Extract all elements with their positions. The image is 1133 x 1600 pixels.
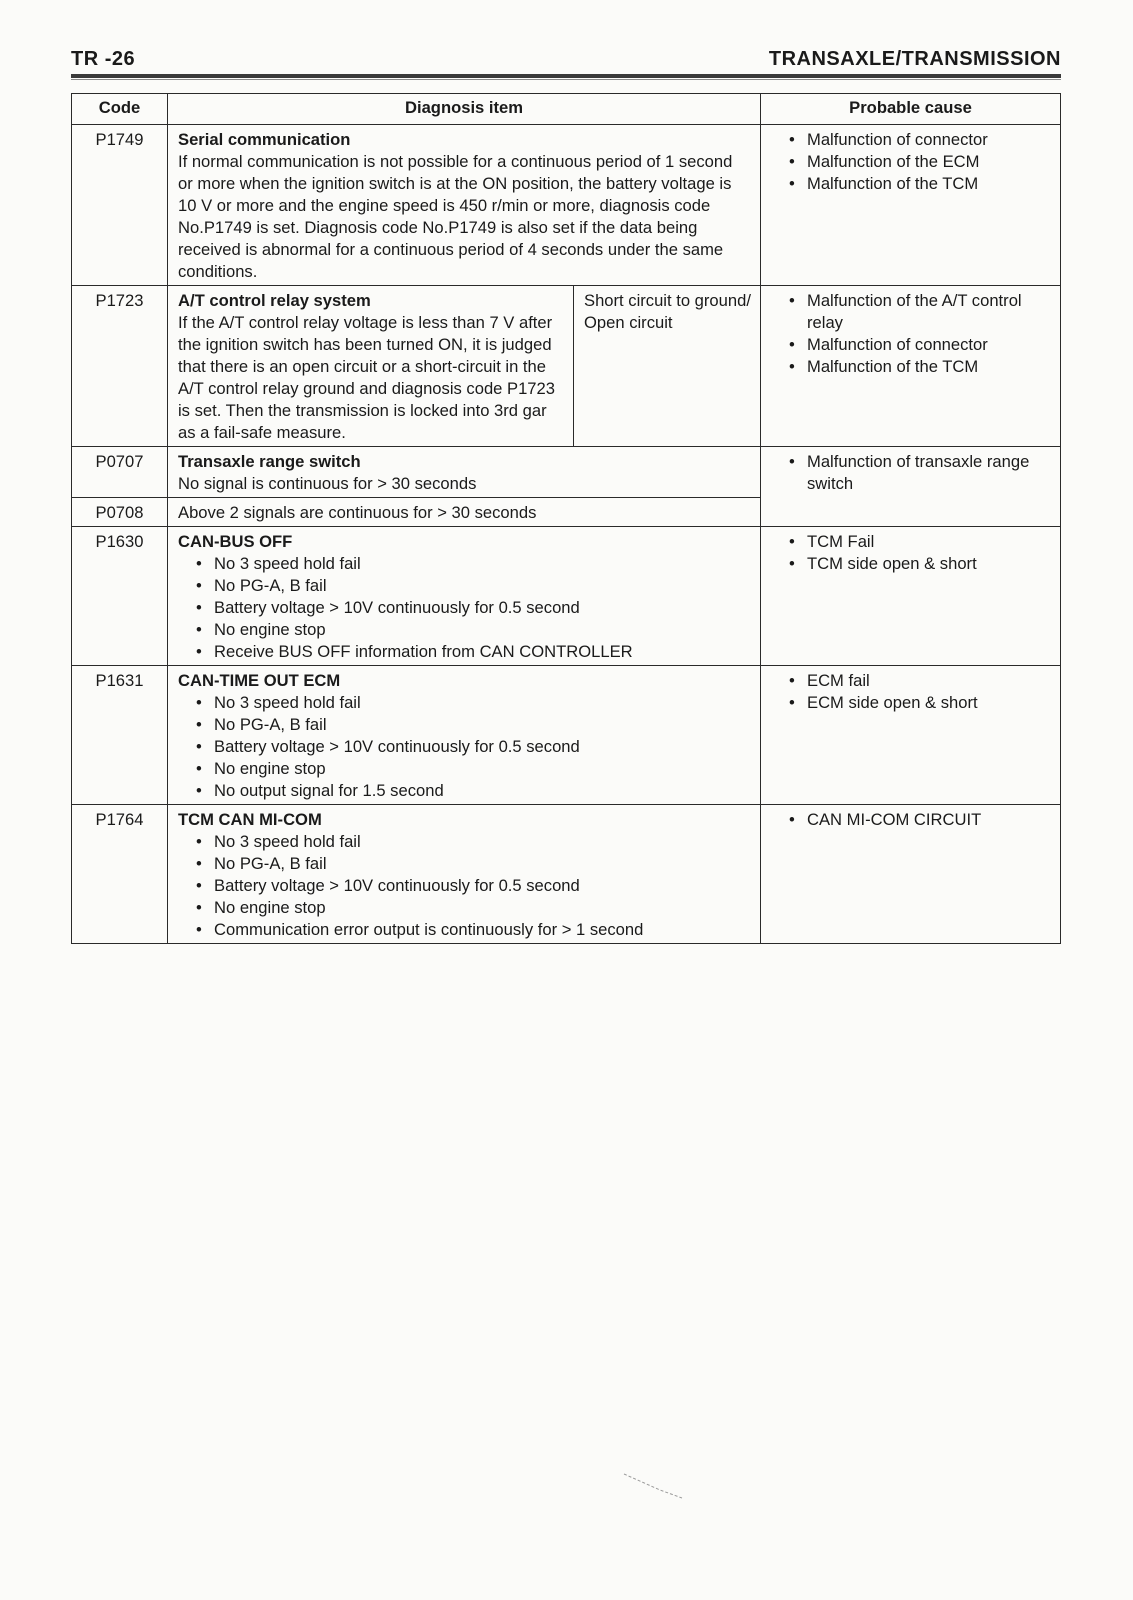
fault-type-note: Short circuit to ground/ Open circuit [584, 291, 751, 332]
condition-item: • Communication error output is continuously for > 1 second [196, 919, 751, 941]
diagnosis-text: If normal communication is not possible for a continuous period of 1 second or more when the ignition switch is at the ON position, the battery voltage is 10 V or more and the engine speed is 450 r/min or more, diagnosis code No.P1749 is set. Diagnosis code No.P1749 is also set if the data being received is abnormal for a continuous period of 4 seconds under the same conditions. [178, 152, 733, 281]
code-cell: P1764 [72, 805, 168, 944]
cause-item: • Malfunction of the A/T control relay [789, 290, 1051, 334]
cause-item: • Malfunction of the ECM [789, 151, 1051, 173]
cause-item: • CAN MI-COM CIRCUIT [789, 809, 1051, 831]
header-code: Code [72, 94, 168, 125]
section-title: TRANSAXLE/TRANSMISSION [768, 48, 1061, 70]
condition-item: • No PG-A, B fail [196, 714, 751, 736]
condition-item: • No output signal for 1.5 second [196, 780, 751, 802]
condition-item: • No 3 speed hold fail [196, 692, 751, 714]
condition-item: • Receive BUS OFF information from CAN CONTROLLER [196, 641, 751, 663]
table-row [72, 527, 1061, 666]
table-header-row [72, 94, 1061, 125]
diagnosis-cell [168, 286, 761, 447]
cause-item: • Malfunction of the TCM [789, 173, 1051, 195]
diagnosis-cell [168, 125, 761, 286]
page-number: TR -26 [71, 48, 136, 70]
code-cell: P1723 [72, 286, 168, 447]
cause-cell [761, 125, 1061, 286]
condition-item: • Battery voltage > 10V continuously for 0.5 second [196, 875, 751, 897]
diagnosis-title: TCM CAN MI-COM [178, 810, 322, 829]
cause-item: • Malfunction of transaxle range switch [789, 451, 1051, 495]
code-cell: P1749 [72, 125, 168, 286]
diagnosis-title: CAN-BUS OFF [178, 532, 293, 551]
condition-item: • No 3 speed hold fail [196, 553, 751, 575]
table-row [72, 805, 1061, 944]
cause-item: • TCM Fail [789, 531, 1051, 553]
condition-item: • No 3 speed hold fail [196, 831, 751, 853]
cause-item: • Malfunction of connector [789, 334, 1051, 356]
condition-item: • No engine stop [196, 758, 751, 780]
diagnosis-text: No signal is continuous for > 30 seconds [178, 474, 477, 493]
code-cell: P1630 [72, 527, 168, 666]
header-diagnosis-item: Diagnosis item [168, 94, 761, 125]
table-row [72, 447, 1061, 498]
cause-item: • ECM fail [789, 670, 1051, 692]
header-rule-thin [71, 79, 1061, 80]
condition-item: • Battery voltage > 10V continuously for 0.5 second [196, 736, 751, 758]
diagnosis-cell [168, 447, 761, 498]
code-cell: P1631 [72, 666, 168, 805]
cause-cell [761, 286, 1061, 447]
condition-item: • No PG-A, B fail [196, 853, 751, 875]
diagnosis-text: If the A/T control relay voltage is less than 7 V after the ignition switch has been turned ON, it is judged that there is an open circuit or a short-circuit in the A/T control relay ground and diagnosis code P1723 is set. Then the transmission is locked into 3rd gar as a fail-safe measure. [178, 313, 555, 442]
condition-item: • No engine stop [196, 897, 751, 919]
cause-item: • ECM side open & short [789, 692, 1051, 714]
cause-item: • Malfunction of the TCM [789, 356, 1051, 378]
cause-item: • TCM side open & short [789, 553, 1051, 575]
code-cell: P0707 [72, 447, 168, 498]
table-row [72, 286, 1061, 447]
diagnosis-cell [168, 666, 761, 805]
diagnosis-cell [168, 527, 761, 666]
condition-item: • Battery voltage > 10V continuously for 0.5 second [196, 597, 751, 619]
cause-cell [761, 447, 1061, 527]
cause-cell [761, 805, 1061, 944]
scan-mark [622, 1472, 702, 1502]
header-probable-cause: Probable cause [761, 94, 1061, 125]
cause-cell [761, 527, 1061, 666]
cause-item: • Malfunction of connector [789, 129, 1051, 151]
table-row [72, 666, 1061, 805]
code-cell: P0708 [72, 498, 168, 527]
diagnosis-table [71, 93, 1061, 944]
condition-item: • No PG-A, B fail [196, 575, 751, 597]
diagnosis-cell: Above 2 signals are continuous for > 30 seconds [168, 498, 761, 527]
diagnosis-cell [168, 805, 761, 944]
table-row [72, 125, 1061, 286]
diagnosis-title: Transaxle range switch [178, 452, 361, 471]
diagnosis-title: A/T control relay system [178, 291, 371, 310]
cause-cell [761, 666, 1061, 805]
diagnosis-title: Serial communication [178, 130, 351, 149]
header-rule [71, 74, 1061, 78]
condition-item: • No engine stop [196, 619, 751, 641]
diagnosis-title: CAN-TIME OUT ECM [178, 671, 341, 690]
